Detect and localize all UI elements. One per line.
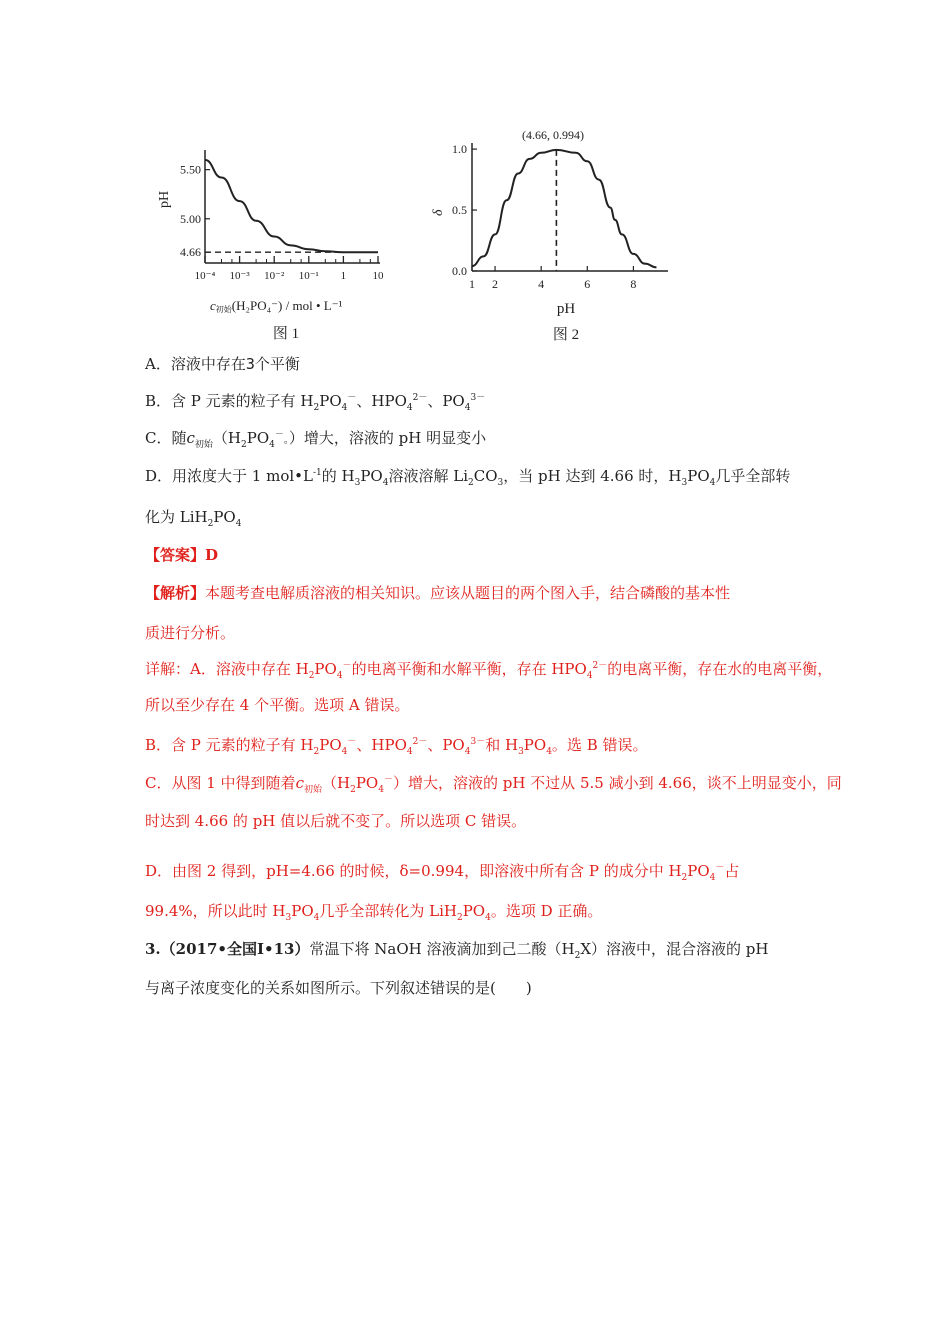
detail-a-line2: 所以至少存在 4 个平衡。选项 A 错误。 [145, 696, 410, 714]
option-d-line1: D．用浓度大于 1 $mol•L^{-1}$的 $H_3PO_4$溶液溶解 $Li_2CO_3$，当 pH 达到 4.66 时，$H_3PO_4$几乎全部转 [145, 467, 791, 488]
fig1-caption: 图 1 [272, 326, 300, 342]
fig1-ylabel: pH [157, 190, 172, 208]
fig2-xtick-label: 2 [492, 277, 499, 291]
option-b: B．含 P 元素的粒子有 $H_2PO_4^-$、$HPO_4^{2-}$、$PO_4^{3-}$ [145, 392, 486, 413]
detail-d-line2: 99.4%，所以此时 $H_3PO_4$几乎全部转化为 $LiH_2PO_4$。选项 D 正确。 [145, 902, 603, 923]
fig1-xtick-label: 10⁻⁴ [194, 270, 216, 282]
detail-b: B．含 P 元素的粒子有 $H_2PO_4^-$、$HPO_4^{2-}$、$PO_4^{3-}$和 $H_3PO_4$。选 B 错误。 [145, 736, 648, 757]
fig2-xlabel: pH [556, 301, 576, 317]
figure-2 [428, 125, 678, 347]
fig2-ylabel: δ [431, 209, 446, 216]
fig2-peak-label: (4.66, 0.994) [522, 128, 584, 142]
fig1-chart [157, 132, 405, 347]
fig1-ytick-label: 5.00 [180, 211, 201, 226]
fig1-xtick-label: 10⁻² [264, 270, 285, 282]
option-a: A．溶液中存在3个平衡 [145, 355, 300, 373]
option-d-line2: 化为 $LiH_2PO_4$ [145, 508, 242, 529]
question-3-line2: 与离子浓度变化的关系如图所示。下列叙述错误的是( ) [145, 979, 532, 997]
answer: 【答案】D [145, 546, 219, 564]
fig2-ytick-label: 0.0 [452, 264, 467, 278]
fig1-xtick-label: 10⁻³ [229, 270, 250, 282]
fig2-caption: 图 2 [552, 327, 580, 343]
analysis-line2: 质进行分析。 [145, 624, 236, 642]
fig1-ytick-label: 5.50 [180, 162, 201, 177]
fig1-curve [205, 160, 378, 252]
figure-1 [157, 132, 405, 347]
fig2-ytick-label: 1.0 [452, 142, 467, 157]
fig2-xtick-label: 8 [630, 277, 637, 291]
detail-c-line1: C．从图 1 中得到随着$c_{初始}(H_2PO_4^-)$增大，溶液的 pH 不过从 5.5 减小到 4.66，谈不上明显变小，同 [145, 774, 842, 795]
fig2-xtick-label: 6 [584, 277, 591, 291]
fig2-xtick-label: 1 [469, 277, 475, 291]
option-c: C．随$c_{初始}(H_2PO_4^-$。）增大，溶液的 pH 明显变小 [145, 429, 487, 450]
fig2-xtick-label: 4 [538, 277, 545, 291]
detail-a-line1: 详解：A．溶液中存在 $H_2PO_4^-$的电离平衡和水解平衡，存在 $HPO_4^{2-}$的电离平衡，存在水的电离平衡， [145, 660, 833, 681]
fig1-xlabel: c初始(H₂PO₄⁻) / mol • L⁻¹ [210, 298, 343, 314]
question-3-line1: 3.（2017•全国Ⅰ•13）常温下将 NaOH 溶液滴加到己二酸$(H_2X)$溶液中，混合溶液的 pH [145, 940, 769, 961]
analysis-line1: 【解析】本题考查电解质溶液的相关知识。应该从题目的两个图入手，结合磷酸的基本性 [145, 584, 731, 602]
fig2-curve [472, 150, 656, 268]
fig1-xtick-label: 10 [372, 270, 384, 282]
fig2-ytick-label: 0.5 [452, 203, 467, 218]
fig1-ytick-label: 4.66 [180, 245, 201, 260]
fig2-chart [428, 125, 678, 347]
detail-d-line1: D．由图 2 得到，pH=4.66 的时候，δ=0.994，即溶液中所有含 P 的成分中 $H_2PO_4^-$占 [145, 862, 740, 883]
fig1-xtick-label: 10⁻¹ [298, 270, 319, 282]
detail-c-line2: 时达到 4.66 的 pH 值以后就不变了。所以选项 C 错误。 [145, 812, 527, 830]
fig1-xtick-label: 1 [340, 270, 347, 282]
